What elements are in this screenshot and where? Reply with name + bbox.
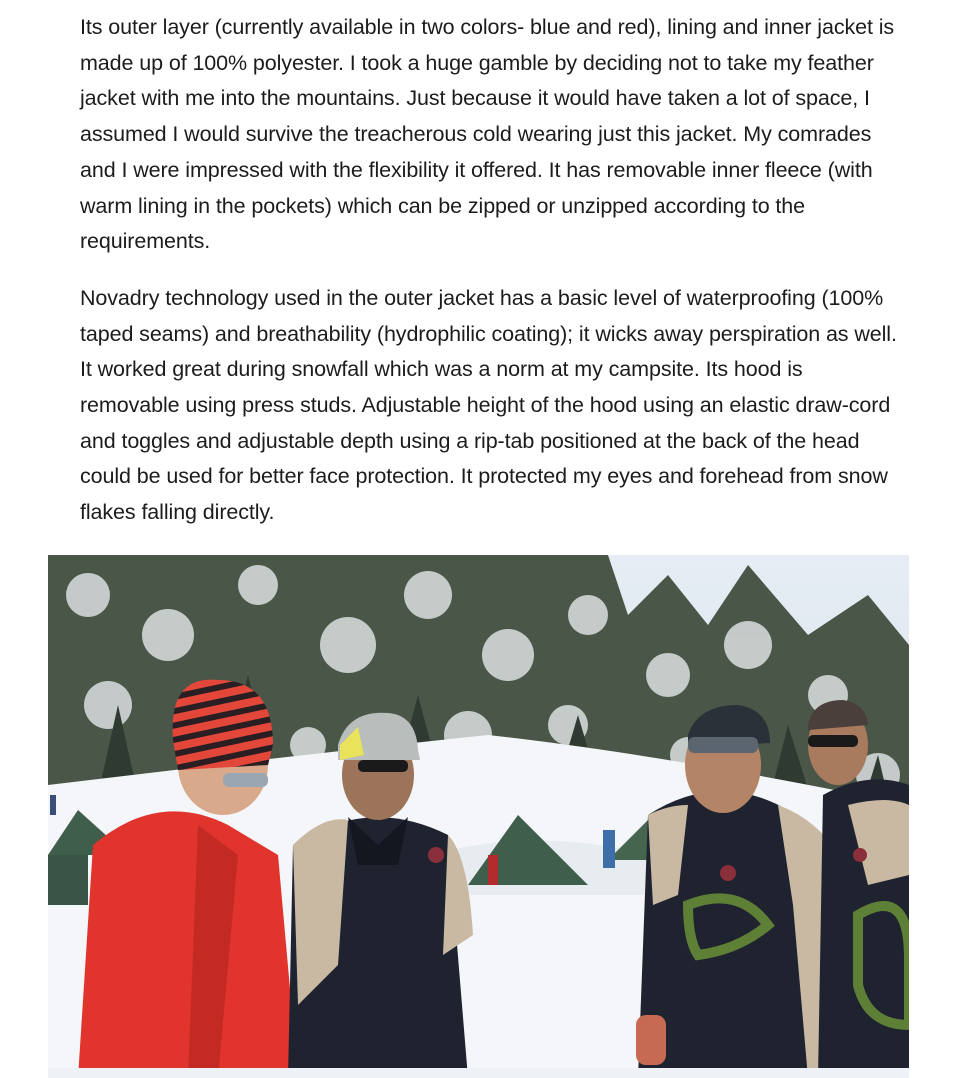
paragraph-jacket-layers: Its outer layer (currently available in two colors- blue and red), lining and inner jacket is made up of 100% polyester. I took a huge gamble by deciding not to take my feather jacket with me into the mountains. Just because it would have taken a lot of space, I assumed I would survive the treacherous cold wearing just this jacket. My comrades and I were impressed with the flexibility it offered. It has removable inner fleece (with warm lining in the pockets) which can be zipped or unzipped according to the requirements. (80, 15, 895, 254)
paragraph-novadry-technology: Novadry technology used in the outer jacket has a basic level of waterproofing (100% taped seams) and breathability (hydrophilic coating); it wicks away perspiration as well. It worked great during snowfall which was a norm at my campsite. Its hood is removable using press studs. Adjustable height of the hood using an elastic draw-cord and toggles and adjustable depth using a rip-tab positioned at the back of the head could be used for better face protection. It protected my eyes and forehead from snow flakes falling directly. (80, 285, 897, 525)
campsite-photo-illustration (48, 555, 909, 1078)
article-body (80, 10, 900, 531)
campsite-photo (48, 555, 909, 1078)
